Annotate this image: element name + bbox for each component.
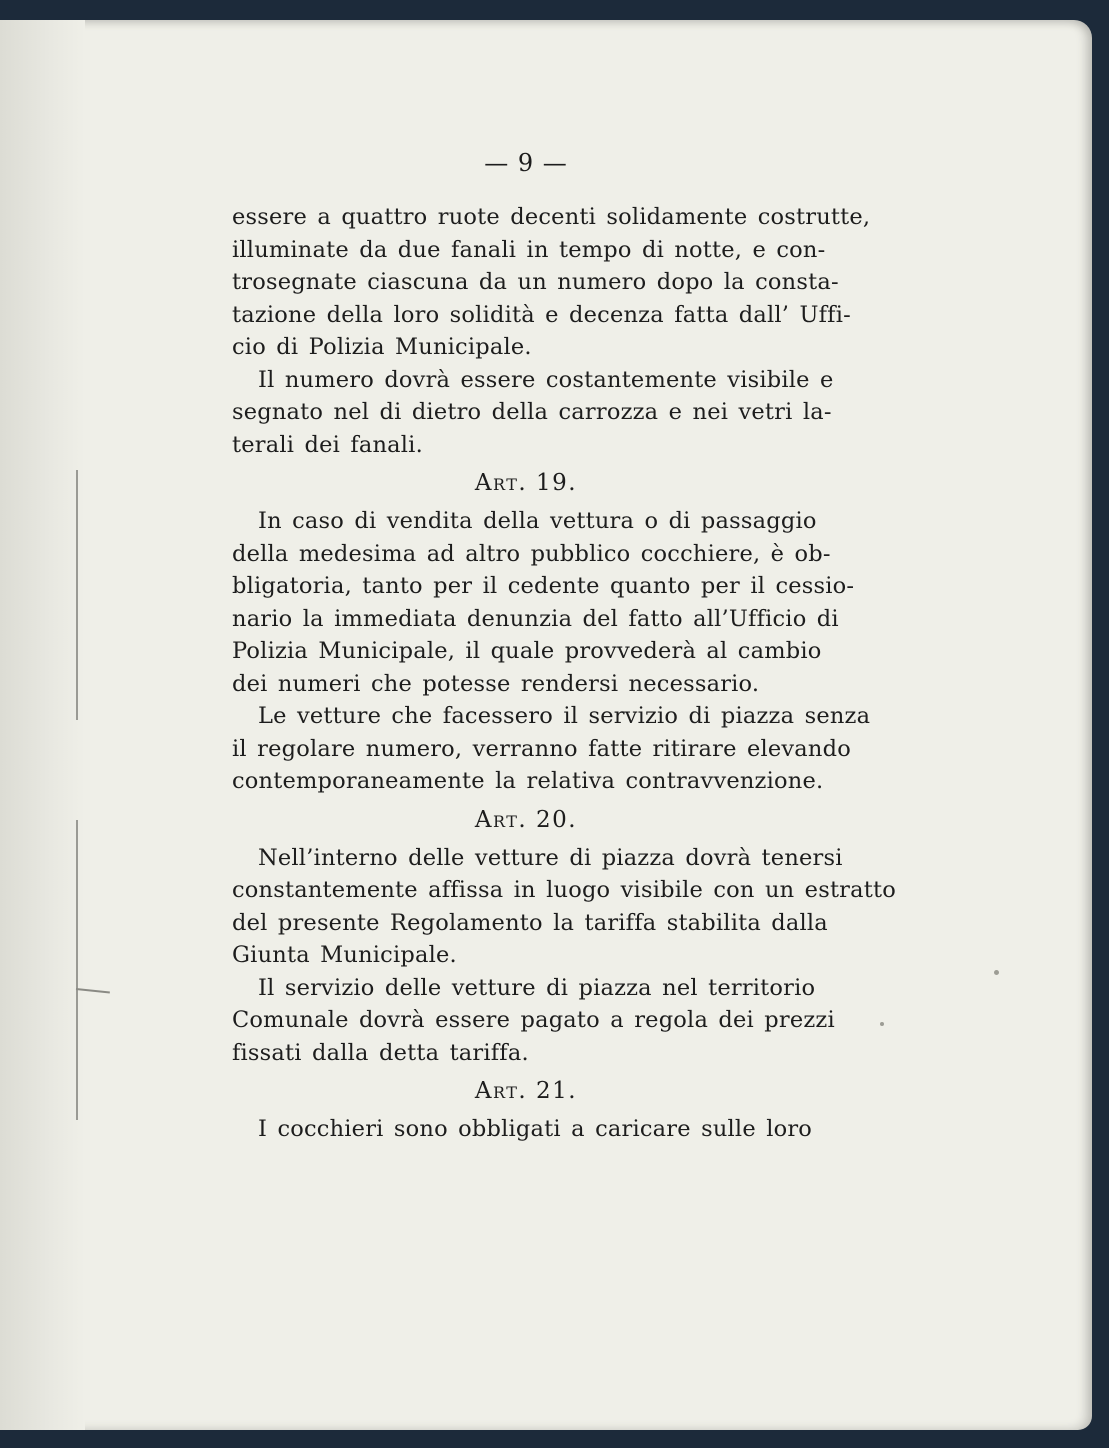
article-heading: Art. 20. bbox=[474, 806, 578, 833]
text-line: contemporaneamente la relativa contravvenzione. bbox=[232, 768, 824, 794]
text-line: constantemente affissa in luogo visibile con un estratto bbox=[232, 877, 896, 903]
paragraph bbox=[232, 972, 835, 1070]
paper-speck bbox=[994, 970, 999, 975]
text-line: il regolare numero, verranno fatte ritirare elevando bbox=[232, 735, 851, 762]
paragraph bbox=[232, 700, 871, 798]
article-heading: Art. 19. bbox=[474, 470, 578, 496]
text-line: Il numero dovrà essere costantemente visibile e bbox=[258, 366, 834, 393]
text-line: Nell’interno delle vetture di piazza dovrà tenersi bbox=[258, 844, 843, 871]
paragraph bbox=[232, 364, 834, 462]
text-line: Polizia Municipale, il quale provvederà al cambio bbox=[232, 638, 822, 664]
text-line: nario la immediata denunzia del fatto all’Ufficio di bbox=[232, 605, 839, 632]
text-line: trosegnate ciascuna da un numero dopo la consta- bbox=[232, 269, 839, 295]
text-line: cio di Polizia Municipale. bbox=[232, 334, 532, 360]
text-line: fissati dalla detta tariffa. bbox=[232, 1039, 529, 1066]
paragraph bbox=[232, 201, 871, 364]
text-line: Le vetture che facessero il servizio di piazza senza bbox=[258, 703, 871, 729]
text-line: Giunta Municipale. bbox=[232, 942, 457, 968]
text-line: essere a quattro ruote decenti solidamente costrutte, bbox=[232, 204, 871, 230]
text-line: Comunale dovrà essere pagato a regola dei prezzi bbox=[232, 1007, 835, 1033]
text-line: segnato nel di dietro della carrozza e nei vetri la- bbox=[232, 399, 832, 425]
binding-thread bbox=[76, 470, 78, 720]
text-line: terali dei fanali. bbox=[232, 431, 423, 458]
paragraph bbox=[232, 505, 855, 700]
text-line: bligatoria, tanto per il cedente quanto per il cessio- bbox=[232, 573, 855, 599]
text-line: tazione della loro solidità e decenza fatta dall’ Uffi- bbox=[232, 301, 851, 328]
text-line: I cocchieri sono obbligati a caricare sulle loro bbox=[258, 1116, 813, 1142]
paragraph bbox=[232, 1113, 813, 1146]
text-line: In caso di vendita della vettura o di passaggio bbox=[258, 508, 817, 534]
text-line: illuminate da due fanali in tempo di notte, e con- bbox=[232, 236, 826, 263]
paragraph bbox=[232, 842, 896, 972]
text-line: Il servizio delle vetture di piazza nel territorio bbox=[258, 974, 816, 1001]
binding-gutter bbox=[0, 20, 85, 1430]
binding-thread bbox=[76, 820, 78, 1120]
text-line: del presente Regolamento la tariffa stabilita dalla bbox=[232, 909, 828, 936]
article-heading: Art. 21. bbox=[474, 1078, 578, 1104]
page-number: — 9 — bbox=[484, 149, 568, 177]
paper-speck bbox=[880, 1022, 884, 1026]
text-line: della medesima ad altro pubblico cocchiere, è ob- bbox=[232, 540, 831, 567]
page-text bbox=[232, 145, 896, 1146]
text-line: dei numeri che potesse rendersi necessario. bbox=[232, 670, 760, 697]
